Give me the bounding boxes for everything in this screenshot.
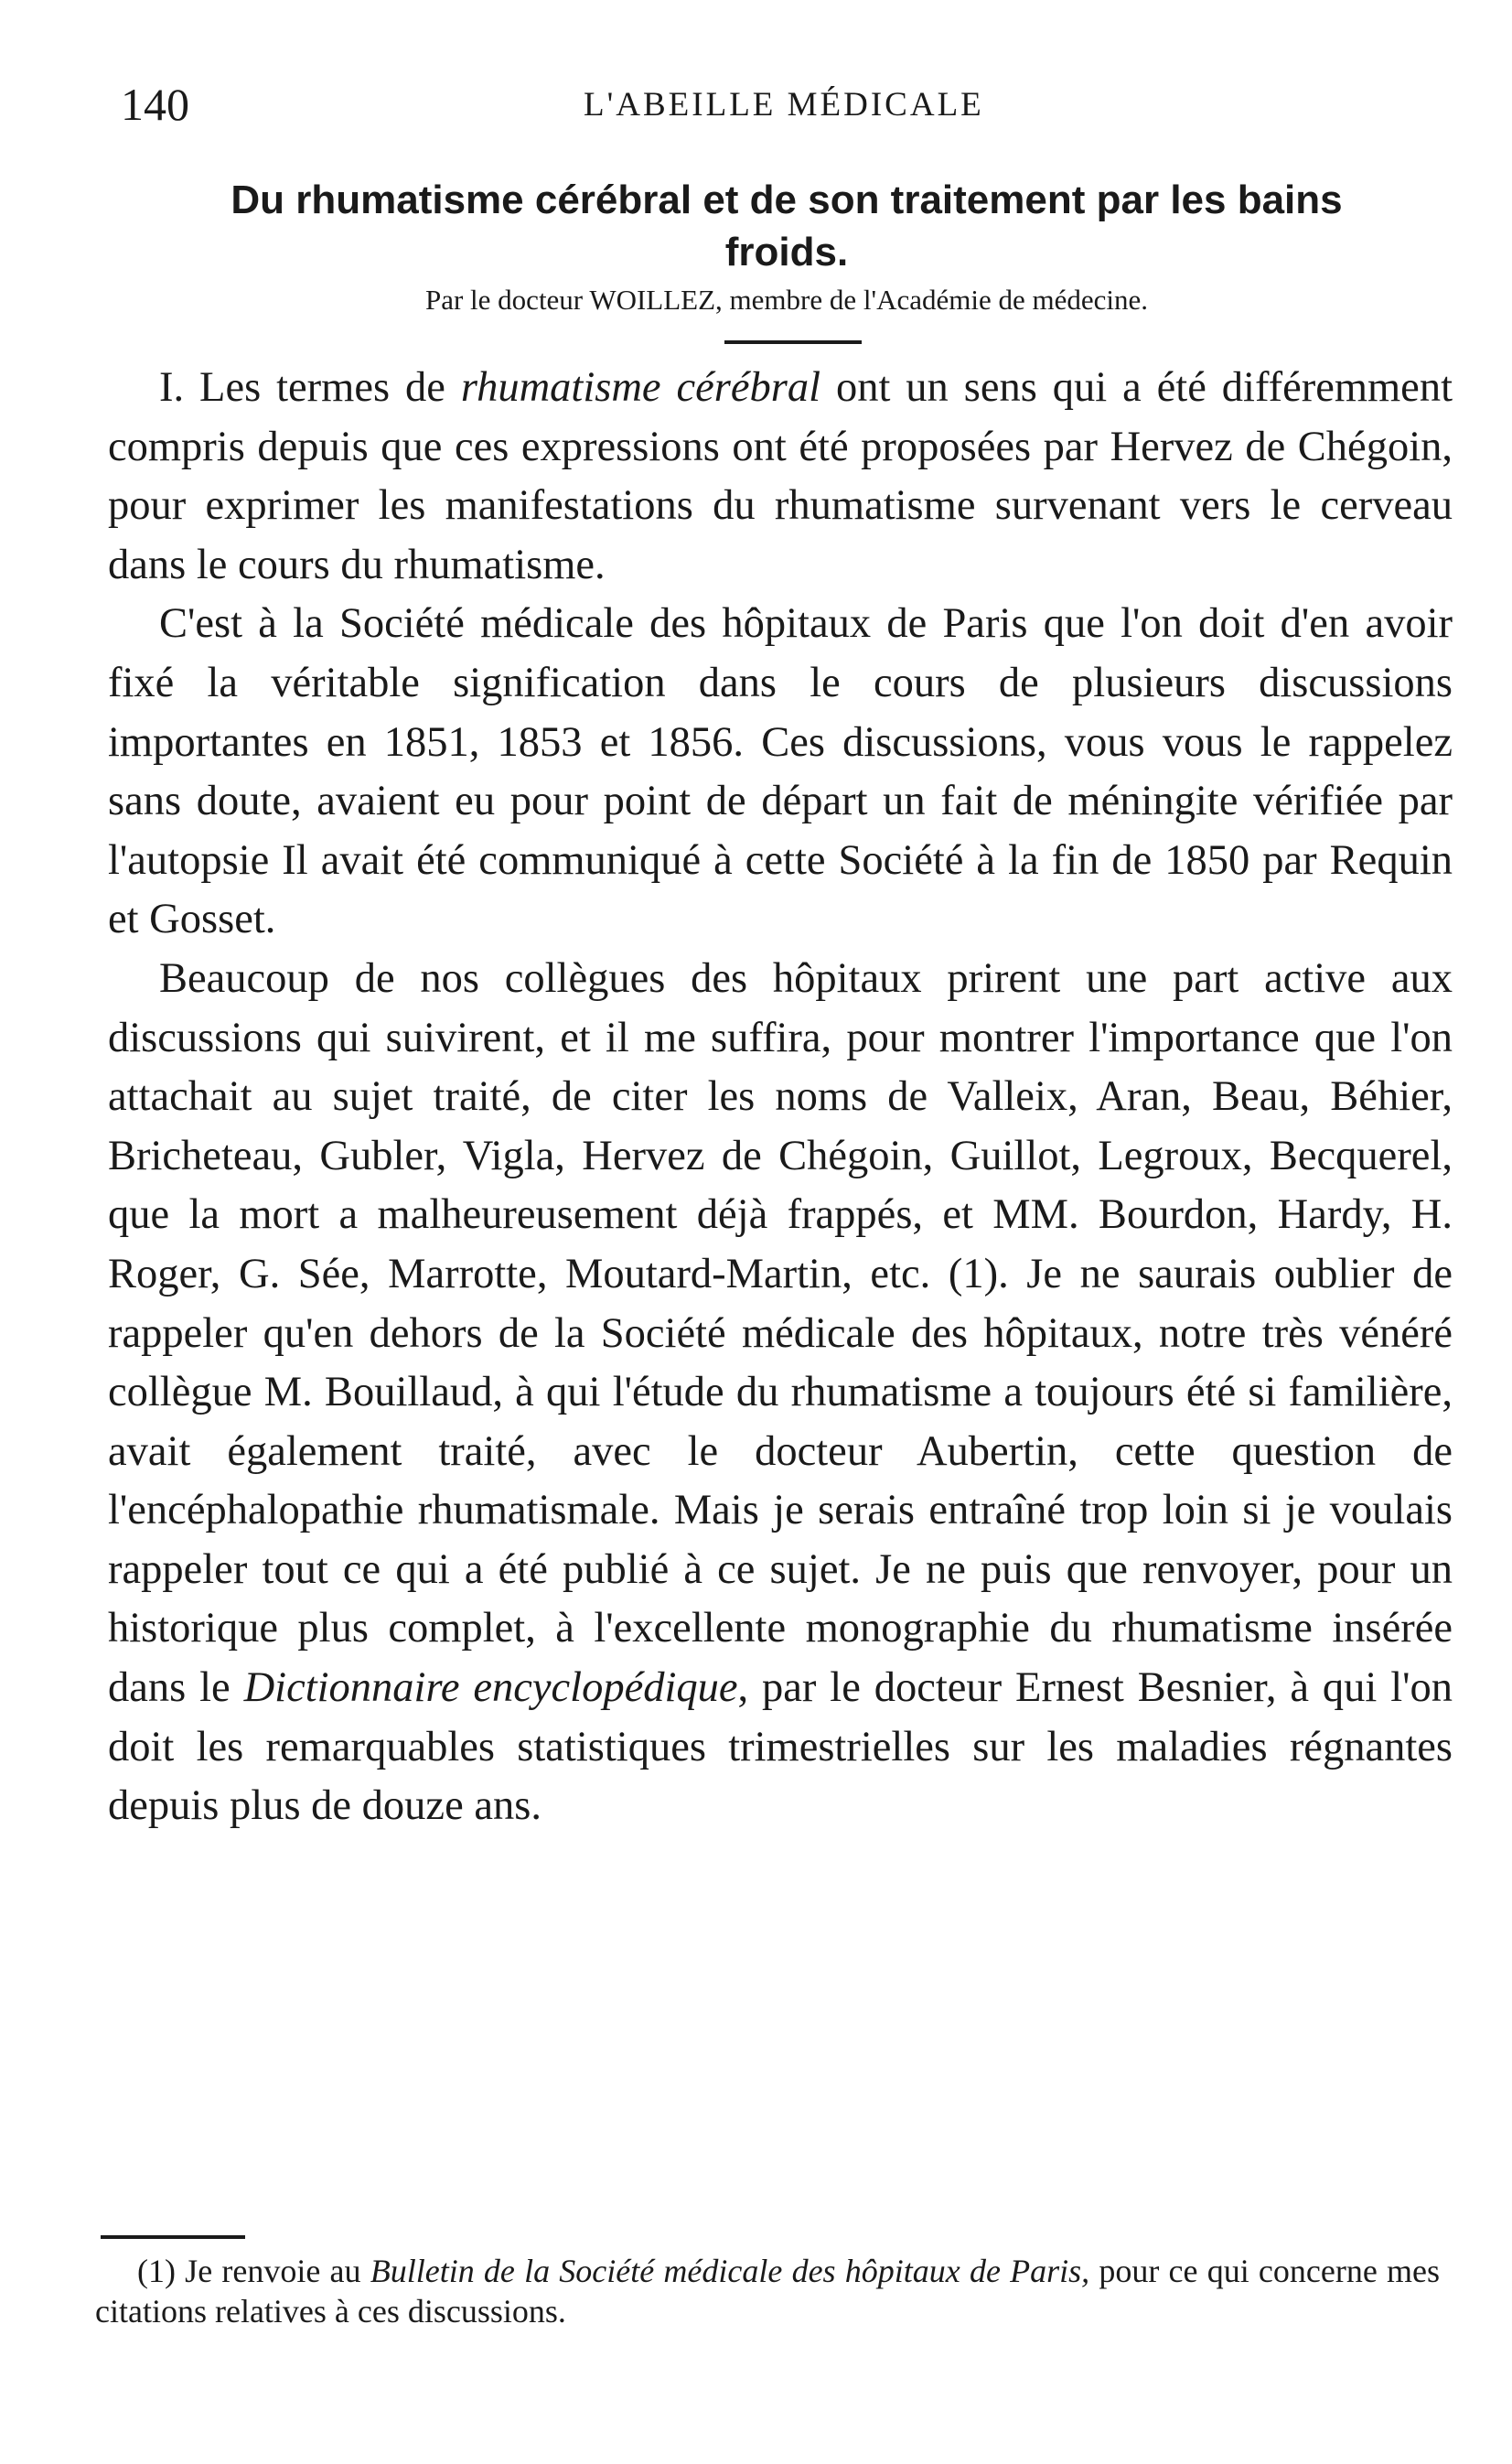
article-title: Du rhumatisme cérébral et de son traitement par les bains froids. — [231, 178, 1343, 274]
paragraph-3-part-1: Beaucoup de nos collègues des hôpitaux prirent une part active aux discussions qui suivirent, et il me suffira, pour montrer l'importance que l'on attachait au sujet traité, de citer les noms de Valleix, Aran, Beau, Béhier, Bricheteau, Gubler, Vigla, Hervez de Chégoin, Guillot, Legroux, Becquerel, que la mort a malheureusement déjà frappés, et MM. Bourdon, Hardy, H. Roger, G. Sée, Marrotte, Moutard-Martin, etc. (1). Je ne saurais oublier de rappeler qu'en dehors de la Société médicale des hôpitaux, notre très vénéré collègue M. Bouillaud, à qui l'étude du rhumatisme a toujours été si familière, avait également traité, avec le docteur Aubertin, cette question de l'encéphalopathie rhumatismale. Mais je serais entraîné trop loin si je voulais rappeler tout ce qui a été publié à ce sujet. Je ne puis que renvoyer, pour un historique plus complet, à l'excellente monographie du rhumatisme insérée dans le — [108, 954, 1453, 1712]
title-divider — [724, 340, 862, 344]
work-dictionnaire: Dictionnaire encyclopédique — [243, 1664, 738, 1712]
paragraph-1-rest: ont un sens qui a été différemment compris depuis que ces expressions ont été proposées par Hervez de Chégoin, pour exprimer les manifestations du rhumatisme survenant vers le cerveau dans le cours du rhumatisme. — [108, 364, 1453, 588]
page-number: 140 — [121, 79, 189, 130]
paragraph-3 — [108, 950, 1453, 1836]
footnote — [95, 2251, 1440, 2331]
footnote-rest: pour ce qui concerne mes citations relatives à ces discussions. — [95, 2253, 1441, 2330]
article-body — [108, 359, 1453, 1836]
article-byline: Par le docteur WOILLEZ, membre de l'Académie de médecine. — [424, 284, 1148, 316]
running-head — [108, 77, 1453, 132]
footnote-divider — [101, 2235, 245, 2239]
paragraph-1 — [108, 359, 1453, 595]
paragraph-1-lead: I. Les termes de — [159, 364, 461, 411]
footnote-work: Bulletin de la Société médicale des hôpitaux de Paris, — [370, 2253, 1090, 2289]
footnote-lead: (1) Je renvoie au — [137, 2253, 370, 2289]
paragraph-2: C'est à la Société médicale des hôpitaux de Paris que l'on doit d'en avoir fixé la véritable signification dans le cours de plusieurs discussions importantes en 1851, 1853 et 1856. Ces discussions, vous vous le rappelez sans doute, avaient eu pour point de départ un fait de méningite vérifiée par l'autopsie Il avait été communiqué à cette Société à la fin de 1850 par Requin et Gosset. — [108, 600, 1453, 943]
term-rhumatisme-cerebral: rhumatisme cérébral — [460, 364, 821, 411]
journal-title: L'ABEILLE MÉDICALE — [584, 86, 984, 124]
paragraph-3-part-2: , par le docteur Ernest Besnier, à qui l'on doit les remarquables statistiques trimestrielles sur les maladies régnantes depuis plus de douze ans. — [108, 1664, 1453, 1830]
